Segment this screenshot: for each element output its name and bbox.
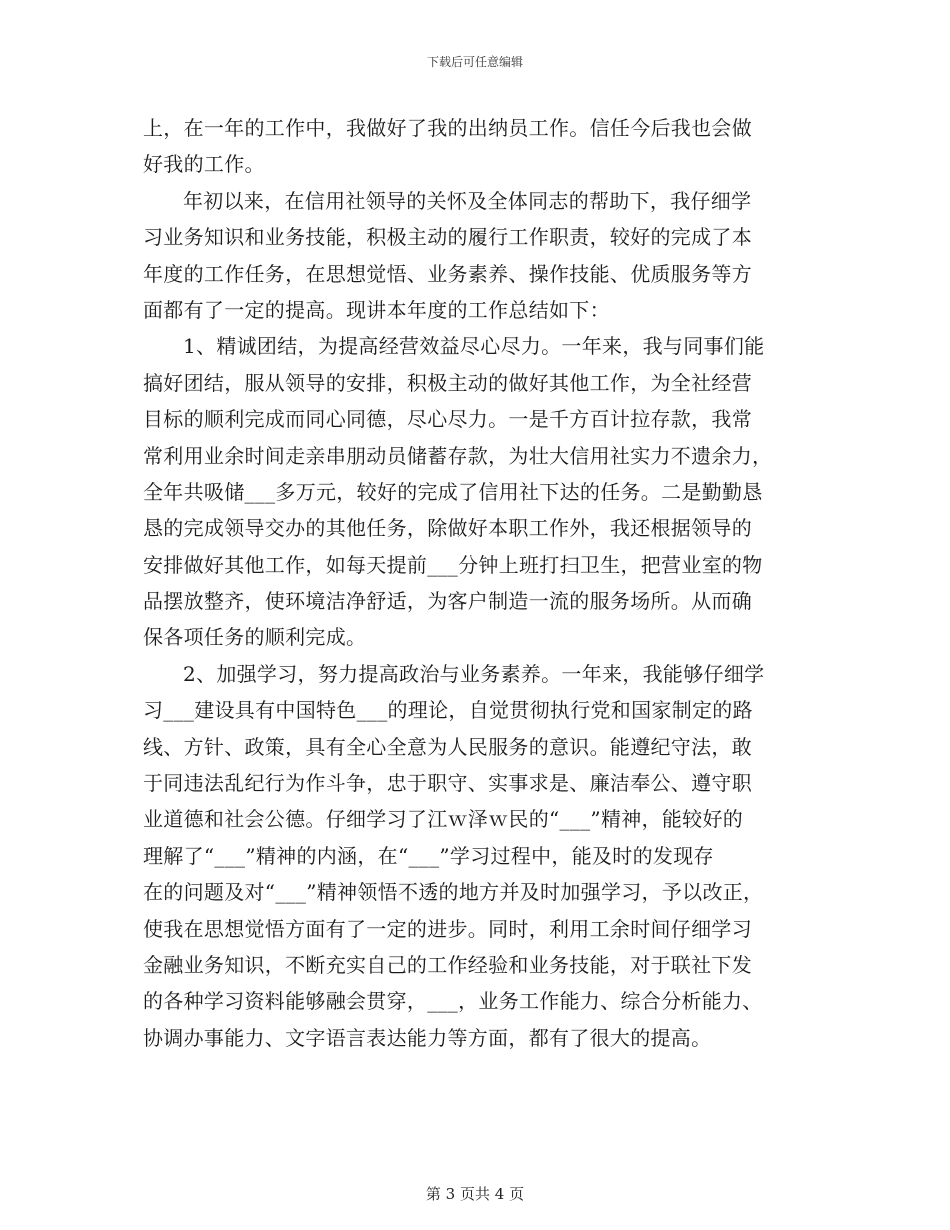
- text-line: 恳的完成领导交办的其他任务，除做好本职工作外，我还根据领导的: [143, 516, 752, 541]
- text-line: 于同违法乱纪行为作斗争，忠于职守、实事求是、廉洁奉公、遵守职: [143, 771, 752, 796]
- text-line: 2、加强学习，努力提高政治与业务素养。一年来，我能够仔细学: [183, 661, 765, 686]
- text-line: 年度的工作任务，在思想觉悟、业务素养、操作技能、优质服务等方: [143, 261, 752, 286]
- text-line: 使我在思想觉悟方面有了一定的进步。同时，利用工余时间仔细学习: [143, 916, 752, 941]
- text-line: 目标的顺利完成而同心同德，尽心尽力。一是千方百计拉存款，我常: [143, 407, 752, 432]
- text-line: 线、方针、政策，具有全心全意为人民服务的意识。能遵纪守法，敢: [143, 734, 752, 759]
- text-line: 习业务知识和业务技能，积极主动的履行工作职责，较好的完成了本: [143, 225, 752, 250]
- text-line: 安排做好其他工作，如每天提前___分钟上班打扫卫生，把营业室的物: [143, 552, 763, 577]
- page-footer: 第 3 页共 4 页: [425, 1185, 525, 1203]
- text-line: 上，在一年的工作中，我做好了我的出纳员工作。信任今后我也会做: [143, 116, 752, 140]
- page-header: 下载后可任意编辑: [426, 55, 523, 69]
- text-line: 的各种学习资料能够融会贯穿，___，业务工作能力、综合分析能力、: [143, 989, 763, 1014]
- text-line: 面都有了一定的提高。现讲本年度的工作总结如下：: [143, 297, 610, 322]
- text-line: 习___建设具有中国特色___的理论，自觉贯彻执行党和国家制定的路: [143, 698, 753, 723]
- text-line: 1、精诚团结，为提高经营效益尽心尽力。一年来，我与同事们能: [183, 334, 765, 359]
- text-line: 保各项任务的顺利完成。: [143, 625, 367, 650]
- body-text: [143, 110, 833, 1056]
- text-line: 全年共吸储___多万元，较好的完成了信用社下达的任务。二是勤勤恳: [143, 479, 763, 504]
- text-line: 品摆放整齐，使环境洁净舒适，为客户制造一流的服务场所。从而确: [143, 589, 752, 614]
- text-line: 理解了“___”精神的内涵，在“___”学习过程中，能及时的发现存: [143, 843, 714, 868]
- text-line: 在的问题及对“___”精神领悟不透的地方并及时加强学习，予以改正，: [143, 880, 764, 905]
- text-line: 金融业务知识，不断充实自己的工作经验和业务技能，对于联社下发: [143, 952, 752, 977]
- text-line: 业道德和社会公德。仔细学习了江ｗ泽ｗ民的“___”精神，能较好的: [143, 807, 744, 832]
- text-line: 年初以来，在信用社领导的关怀及全体同志的帮助下，我仔细学: [183, 188, 752, 213]
- text-line: 协调办事能力、文字语言表达能力等方面，都有了很大的提高。: [143, 1025, 712, 1050]
- text-line: 常利用业余时间走亲串朋动员储蓄存款，为壮大信用社实力不遗余力，: [143, 443, 773, 468]
- text-line: 好我的工作。: [143, 152, 265, 177]
- text-line: 搞好团结，服从领导的安排，积极主动的做好其他工作，为全社经营: [143, 370, 752, 395]
